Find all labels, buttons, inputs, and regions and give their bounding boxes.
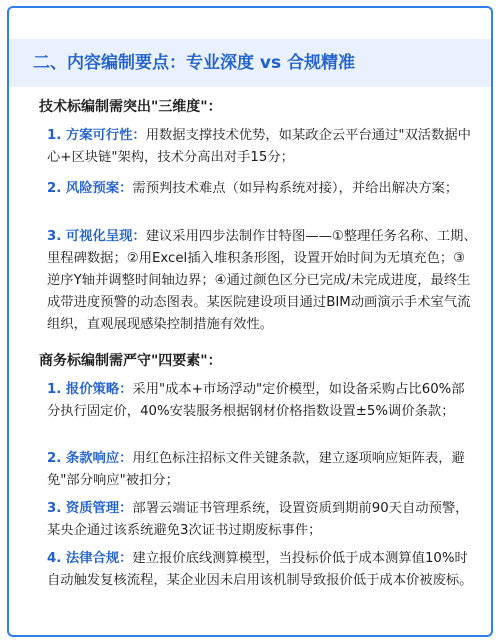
item-text: 用红色标注招标文件关键条款，建立逐项响应矩阵表，避免"部分响应"被扣分； bbox=[47, 451, 465, 488]
item-label: 3. 可视化呈现： bbox=[47, 229, 146, 244]
technical-section-title: 技术标编制需突出"三维度"： bbox=[39, 99, 222, 115]
item-label: 3. 资质管理： bbox=[47, 501, 133, 516]
business-item-qualification bbox=[47, 498, 477, 542]
business-section-title: 商务标编制需严守"四要素"： bbox=[39, 353, 222, 369]
page-title: 二、内容编制要点：专业深度 vs 合规精准 bbox=[33, 53, 356, 73]
item-text: 用数据支撑技术优势，如某政企云平台通过"双活数据中心+区块链"架构，技术分高出对手15分； bbox=[47, 128, 471, 165]
item-label: 1. 方案可行性： bbox=[47, 128, 146, 143]
business-item-legal-compliance bbox=[47, 548, 477, 592]
item-text: 部署云端证书管理系统，设置资质到期前90天自动预警，某央企通过该系统避免3次证书过期废标事件； bbox=[47, 501, 469, 538]
technical-item-feasibility bbox=[47, 125, 477, 169]
item-label: 2. 风险预案： bbox=[47, 181, 133, 196]
technical-item-visualization bbox=[47, 226, 477, 336]
technical-item-risk-plan bbox=[47, 178, 477, 200]
item-label: 2. 条款响应： bbox=[47, 451, 133, 466]
content-card bbox=[7, 6, 493, 637]
item-label: 4. 法律合规： bbox=[47, 551, 133, 566]
item-text: 建立报价底线测算模型，当投标价低于成本测算值10%时自动触发复核流程，某企业因未启用该机制导致报价低于成本价被废标。 bbox=[47, 551, 473, 588]
item-text: 需预判技术难点（如异构系统对接），并给出解决方案； bbox=[132, 181, 459, 196]
item-label: 1. 报价策略： bbox=[47, 382, 133, 397]
item-text: 采用"成本+市场浮动"定价模型，如设备采购占比60%部分执行固定价，40%安装服务根据钢材价格指数设置±5%调价条款； bbox=[47, 382, 465, 419]
item-text: 建议采用四步法制作甘特图——①整理任务名称、工期、里程碑数据；②用Excel插入堆积条形图，设置开始时间为无填充色；③逆序Y轴并调整时间轴边界；④通过颜色区分已完成/未完成进度，最终生成带进度预警的动态图表。某医院建设项目通过BIM动画演示手术室气流组织，直观展现感染控制措施有效性。 bbox=[47, 229, 477, 332]
business-item-pricing bbox=[47, 379, 477, 423]
business-item-clause-response bbox=[47, 448, 477, 492]
